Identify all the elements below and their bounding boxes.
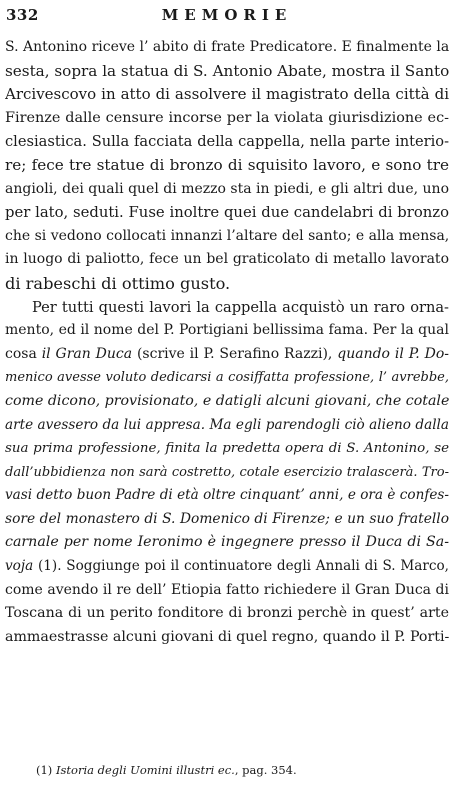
text-segment: per lato, seduti. Fuse inoltre quei due candelabri di bronzo: [5, 204, 449, 222]
text-line: [5, 414, 449, 438]
page-header: [6, 6, 448, 28]
text-line: [5, 319, 449, 343]
text-line: [5, 296, 449, 320]
text-line: [5, 178, 449, 202]
text-segment: ammaestrasse alcuni giovani di quel regno, quando il P. Porti-: [5, 628, 449, 645]
text-line: [5, 83, 449, 107]
italic-segment: quando il P. Do-: [337, 345, 449, 362]
italic-segment: sua prima professione, finita la predetta opera di S. Antonino, se: [5, 441, 449, 457]
text-line: [5, 343, 449, 367]
text-line: [5, 36, 449, 60]
text-line: [5, 107, 449, 131]
body-text: [5, 36, 449, 649]
text-segment: Toscana di un perito fonditore di bronzi perchè in quest’ arte: [5, 605, 449, 622]
text-line: [5, 531, 449, 555]
text-segment: clesiastica. Sulla facciata della cappella, nella parte interio-: [5, 133, 449, 151]
italic-segment: arte avessero da lui appresa. Ma egli parendogli ciò alieno dalla: [5, 416, 449, 433]
text-segment: (scrive il P. Serafino Razzi),: [132, 345, 338, 362]
text-segment: Per tutti questi lavori la cappella acquistò un raro orna-: [32, 298, 449, 316]
page-number: 332: [6, 6, 39, 24]
text-line: [5, 508, 449, 532]
footnote: [36, 763, 297, 777]
italic-segment: vasi detto buon Padre di età oltre cinquant’ anni, e ora è confes-: [5, 487, 449, 504]
text-line: [5, 130, 449, 154]
text-segment: che si vedono collocati innanzi l’altare del santo; e alla mensa,: [5, 227, 449, 244]
text-segment: re; fece tre statue di bronzo di squisito lavoro, e sono tre: [5, 155, 449, 174]
text-line: [5, 225, 449, 249]
text-line: [5, 437, 449, 461]
italic-segment: carnale per nome Ieronimo è ingegnere presso il Duca di Sa-: [5, 534, 449, 551]
text-segment: come avendo il re dell’ Etiopia fatto richiedere il Gran Duca di: [5, 581, 449, 598]
text-line: [5, 272, 449, 296]
italic-segment: menico avesse voluto dedicarsi a cosiffatta professione, l’ avrebbe,: [5, 370, 449, 386]
paragraph: [5, 296, 449, 650]
text-segment: S. Antonino riceve l’ abito di frate Predicatore. E finalmente la: [5, 39, 449, 55]
text-line: [5, 555, 449, 579]
text-segment: in luogo di paliotto, fece un bel graticolato di metallo lavorato: [5, 251, 449, 268]
footnote-title: Istoria degli Uomini illustri ec.: [55, 763, 235, 777]
text-line: [5, 484, 449, 508]
text-segment: angioli, dei quali quel di mezzo sta in piedi, e gli altri due, uno: [5, 180, 449, 197]
text-line: [5, 626, 449, 650]
text-segment: (1). Soggiunge poi il continuatore degli Annali di S. Marco,: [33, 558, 449, 575]
text-line: [5, 390, 449, 414]
running-title: MEMORIE: [161, 6, 293, 24]
text-line: [5, 461, 449, 485]
text-line: [5, 366, 449, 390]
text-segment: di rabeschi di ottimo gusto.: [5, 273, 231, 293]
text-line: [5, 602, 449, 626]
italic-segment: come dicono, provisionato, e datigli alcuni giovani, che cotale: [5, 392, 449, 409]
text-segment: cosa: [5, 345, 42, 362]
text-line: [5, 60, 449, 84]
text-line: [5, 201, 449, 225]
italic-segment: il Gran Duca: [41, 345, 133, 362]
text-line: [5, 248, 449, 272]
text-segment: sesta, sopra la statua di S. Antonio Abate, mostra il Santo: [5, 61, 449, 80]
italic-segment: dall’ubbidienza non sarà costretto, cotale esercizio tralascerà. Tro-: [5, 464, 449, 480]
footnote-marker: (1): [36, 763, 53, 777]
text-segment: Firenze dalle censure incorse per la violata giurisdizione ec-: [5, 109, 449, 126]
text-line: [5, 579, 449, 603]
paragraph: [5, 36, 449, 296]
italic-segment: sore del monastero di S. Domenico di Firenze; e un suo fratello: [5, 510, 449, 527]
text-segment: mento, ed il nome del P. Portigiani bellissima fama. Per la qual: [5, 322, 449, 339]
text-line: [5, 154, 449, 178]
footnote-reference: , pag. 354.: [234, 763, 297, 777]
text-segment: Arcivescovo in atto di assolvere il magistrato della città di: [5, 85, 449, 104]
italic-segment: voja: [5, 558, 34, 575]
